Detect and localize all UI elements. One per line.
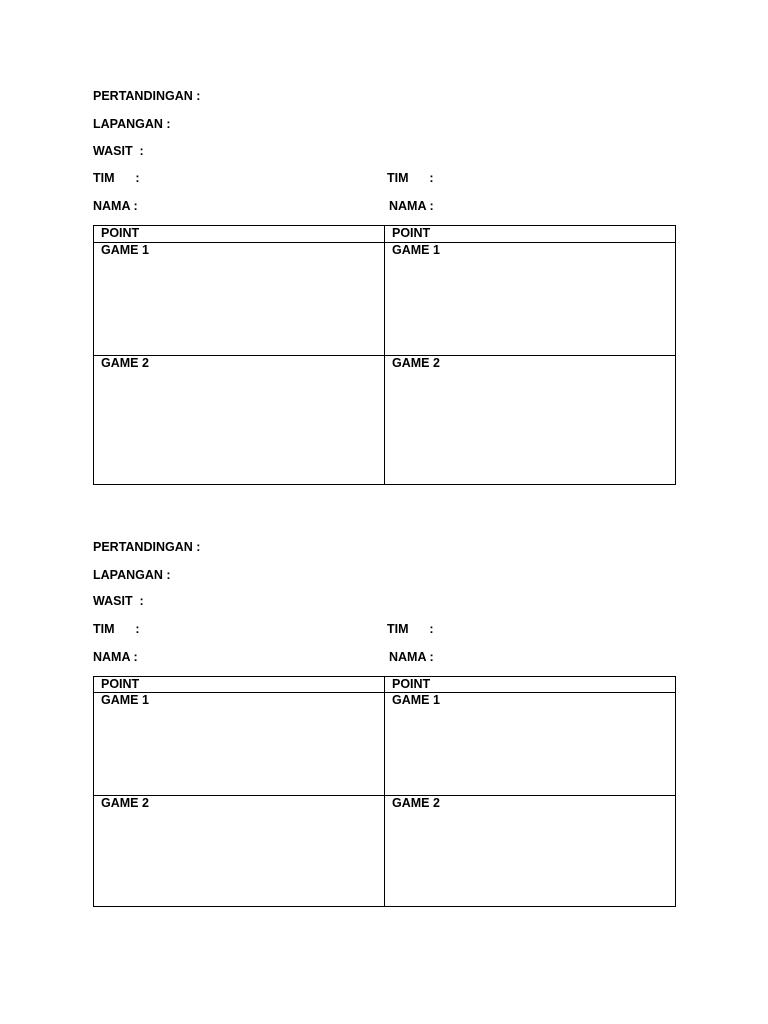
nama-left-label: NAMA : [93,199,138,213]
game2-right-cell[interactable] [385,796,676,907]
game2-right-label: GAME 2 [392,356,440,370]
tim-left-label: TIM : [93,622,140,636]
game1-right-cell[interactable] [385,243,676,356]
pertandingan-label: PERTANDINGAN : [93,89,201,103]
wasit-label: WASIT : [93,594,144,608]
game2-left-cell[interactable] [94,796,385,907]
nama-right-label: NAMA : [389,199,434,213]
point-header-left: POINT [94,226,385,243]
score-table [93,676,676,907]
point-header-left: POINT [94,677,385,693]
game2-row [94,796,676,907]
match-form-2 [0,451,768,851]
nama-left-label: NAMA : [93,650,138,664]
point-header-right: POINT [385,677,676,693]
game1-left-cell[interactable] [94,693,385,796]
game1-right-label: GAME 1 [392,693,440,707]
game1-left-cell[interactable] [94,243,385,356]
wasit-label: WASIT : [93,144,144,158]
game2-left-label: GAME 2 [101,356,149,370]
lapangan-label: LAPANGAN : [93,568,171,582]
game1-left-label: GAME 1 [101,243,149,257]
tim-right-label: TIM : [387,171,434,185]
tim-left-label: TIM : [93,171,140,185]
pertandingan-label: PERTANDINGAN : [93,540,201,554]
table-header-row [94,677,676,693]
nama-right-label: NAMA : [389,650,434,664]
game1-right-cell[interactable] [385,693,676,796]
game2-right-label: GAME 2 [392,796,440,810]
game1-left-label: GAME 1 [101,693,149,707]
tim-right-label: TIM : [387,622,434,636]
game1-row [94,243,676,356]
score-table [93,225,676,485]
match-form-1 [0,0,768,400]
game1-right-label: GAME 1 [392,243,440,257]
point-header-right: POINT [385,226,676,243]
game1-row [94,693,676,796]
game2-left-label: GAME 2 [101,796,149,810]
table-header-row [94,226,676,243]
lapangan-label: LAPANGAN : [93,117,171,131]
